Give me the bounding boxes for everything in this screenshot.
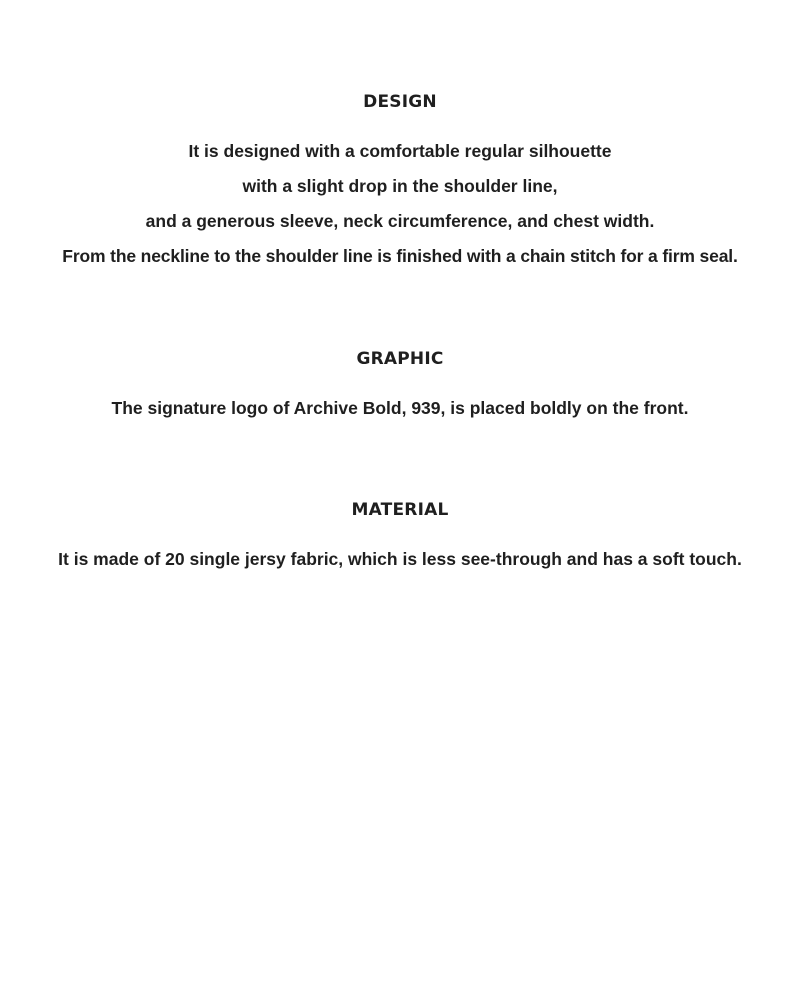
material-heading: MATERIAL (351, 500, 449, 520)
graphic-heading: GRAPHIC (356, 349, 444, 369)
graphic-section (0, 347, 800, 426)
design-line: From the neckline to the shoulder line is finished with a chain stitch for a firm seal. (62, 246, 738, 266)
material-text (0, 542, 800, 577)
design-line: and a generous sleeve, neck circumference, and chest width. (145, 211, 655, 231)
material-line: It is made of 20 single jersy fabric, which is less see-through and has a soft touch. (58, 549, 742, 569)
graphic-text (0, 391, 800, 426)
material-section (0, 498, 800, 577)
design-text (0, 134, 800, 274)
graphic-line: The signature logo of Archive Bold, 939, is placed boldly on the front. (111, 398, 689, 418)
design-line: with a slight drop in the shoulder line, (242, 176, 558, 196)
design-line: It is designed with a comfortable regular silhouette (188, 141, 612, 161)
design-heading: DESIGN (363, 92, 437, 112)
design-section (0, 90, 800, 274)
